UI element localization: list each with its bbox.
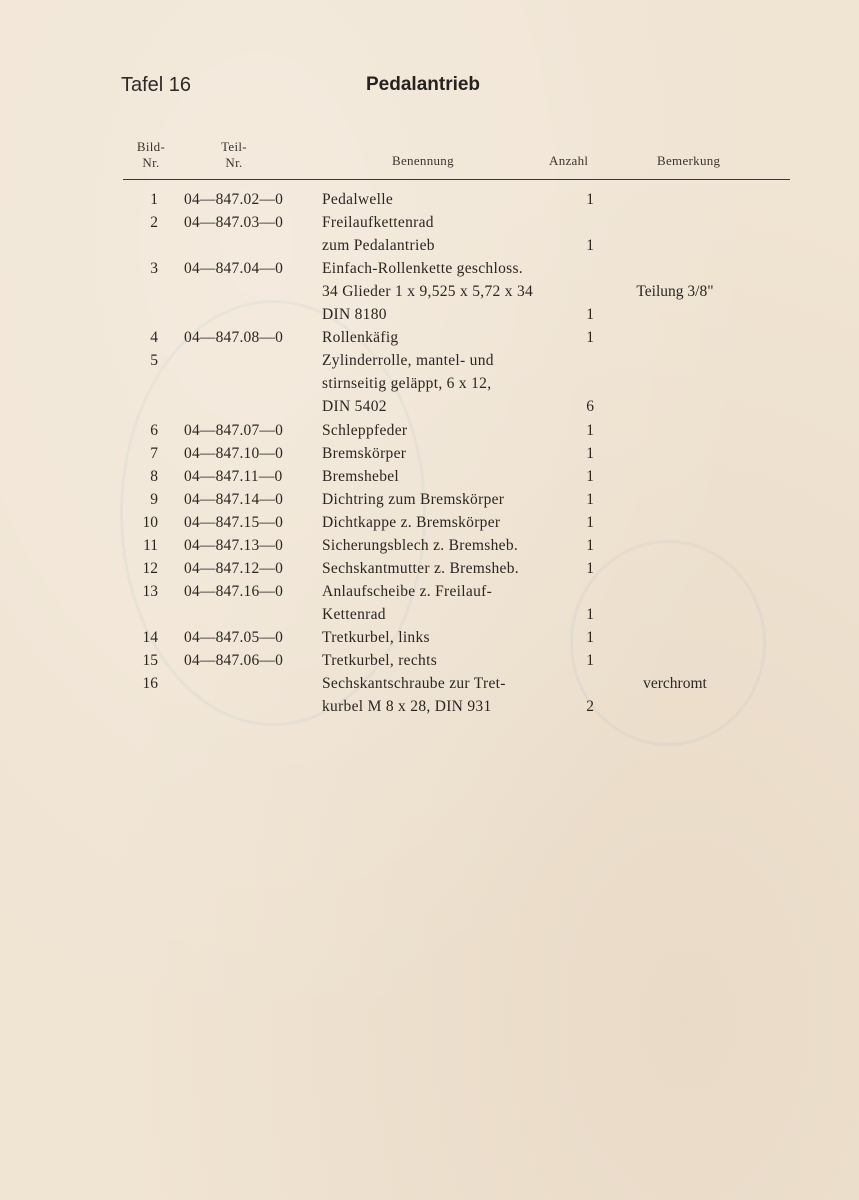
- cell-teil-nr: 04—847.04—0: [184, 260, 284, 278]
- table-row: [0, 672, 859, 695]
- cell-anzahl: 1: [586, 467, 594, 485]
- cell-anzahl: 1: [586, 536, 594, 554]
- cell-benennung: Kettenrad: [322, 605, 386, 623]
- cell-bild-nr: 5: [150, 352, 158, 370]
- table-row: [0, 649, 859, 672]
- table-row: [0, 580, 859, 603]
- cell-teil-nr: 04—847.10—0: [184, 444, 284, 462]
- cell-anzahl: 2: [586, 698, 594, 716]
- cell-bild-nr: 12: [142, 559, 158, 577]
- cell-bild-nr: 2: [150, 214, 158, 232]
- cell-teil-nr: 04—847.02—0: [184, 191, 284, 208]
- cell-bild-nr: 1: [150, 191, 158, 208]
- cell-benennung: Dichtkappe z. Bremskörper: [322, 513, 501, 531]
- page-title: Pedalantrieb: [366, 74, 481, 95]
- cell-anzahl: 6: [586, 398, 594, 416]
- column-header-teil-line2: Nr.: [225, 155, 243, 170]
- cell-teil-nr: 04—847.12—0: [184, 559, 284, 577]
- table-row: [0, 280, 859, 303]
- table-row: [0, 326, 859, 349]
- cell-teil-nr: 04—847.14—0: [184, 490, 284, 508]
- cell-teil-nr: 04—847.13—0: [184, 536, 284, 554]
- cell-teil-nr: 04—847.03—0: [184, 214, 284, 232]
- cell-benennung: Zylinderrolle, mantel- und: [322, 352, 494, 370]
- cell-benennung: DIN 5402: [322, 398, 387, 416]
- cell-anzahl: 1: [586, 628, 594, 646]
- column-header-bemerkung: Bemerkung: [657, 153, 721, 168]
- cell-bild-nr: 11: [143, 536, 158, 554]
- cell-bild-nr: 10: [142, 513, 158, 531]
- cell-benennung: Bremskörper: [322, 444, 407, 462]
- column-header-teil-line1: Teil-: [221, 139, 247, 154]
- column-header-bild-line1: Bild-: [136, 139, 166, 154]
- column-header-bild: [131, 139, 171, 171]
- cell-benennung: 34 Glieder 1 x 9,525 x 5,72 x 34: [322, 283, 534, 301]
- column-header-benennung: Benennung: [392, 153, 454, 168]
- cell-teil-nr: 04—847.07—0: [184, 421, 284, 439]
- header-divider: [123, 179, 790, 180]
- cell-benennung: stirnseitig geläppt, 6 x 12,: [322, 375, 492, 393]
- column-header-bild-line2: Nr.: [142, 155, 160, 170]
- table-row: [0, 188, 859, 211]
- cell-anzahl: 1: [586, 513, 594, 531]
- cell-benennung: Sechskantmutter z. Bremsheb.: [322, 559, 519, 577]
- cell-anzahl: 1: [586, 237, 594, 255]
- table-row: [0, 257, 859, 280]
- cell-bild-nr: 4: [150, 329, 158, 347]
- table-row: [0, 603, 859, 626]
- cell-benennung: Schleppfeder: [322, 421, 408, 439]
- cell-teil-nr: 04—847.15—0: [184, 513, 284, 531]
- cell-benennung: kurbel M 8 x 28, DIN 931: [322, 698, 492, 716]
- table-row: [0, 442, 859, 465]
- cell-bild-nr: 6: [150, 421, 158, 439]
- cell-benennung: Tretkurbel, rechts: [322, 652, 438, 669]
- cell-bild-nr: 9: [150, 490, 158, 508]
- cell-bemerkung: verchromt: [643, 675, 707, 693]
- table-row: [0, 511, 859, 534]
- cell-bild-nr: 15: [142, 652, 158, 669]
- cell-benennung: Sicherungsblech z. Bremsheb.: [322, 536, 519, 554]
- cell-anzahl: 1: [586, 652, 594, 669]
- cell-benennung: Anlaufscheibe z. Freilauf-: [322, 582, 493, 600]
- cell-anzahl: 1: [586, 421, 594, 439]
- table-row: [0, 349, 859, 372]
- cell-anzahl: 1: [586, 605, 594, 623]
- cell-bild-nr: 8: [150, 467, 158, 485]
- table-row: [0, 465, 859, 488]
- cell-anzahl: 1: [586, 329, 594, 347]
- cell-teil-nr: 04—847.11—0: [184, 467, 283, 485]
- table-row: [0, 626, 859, 649]
- cell-bild-nr: 14: [142, 628, 158, 646]
- cell-benennung: zum Pedalantrieb: [322, 237, 435, 255]
- cell-benennung: Pedalwelle: [322, 191, 394, 208]
- plate-number: Tafel 16: [121, 74, 192, 96]
- table-row: [0, 372, 859, 395]
- cell-anzahl: 1: [586, 444, 594, 462]
- table-row: [0, 419, 859, 442]
- cell-benennung: DIN 8180: [322, 306, 387, 324]
- column-header-teil: [214, 139, 254, 171]
- cell-teil-nr: 04—847.05—0: [184, 628, 284, 646]
- cell-bild-nr: 7: [150, 444, 158, 462]
- cell-bild-nr: 3: [150, 260, 158, 278]
- cell-bild-nr: 13: [142, 582, 158, 600]
- cell-teil-nr: 04—847.16—0: [184, 582, 284, 600]
- cell-teil-nr: 04—847.08—0: [184, 329, 284, 347]
- cell-benennung: Bremshebel: [322, 467, 400, 485]
- cell-benennung: Tretkurbel, links: [322, 628, 430, 646]
- table-row: [0, 488, 859, 511]
- table-row: [0, 395, 859, 418]
- table-row: [0, 695, 859, 718]
- table-row: [0, 557, 859, 580]
- cell-teil-nr: 04—847.06—0: [184, 652, 284, 669]
- table-row: [0, 534, 859, 557]
- cell-anzahl: 1: [586, 306, 594, 324]
- table-row: [0, 303, 859, 326]
- cell-benennung: Dichtring zum Bremskörper: [322, 490, 505, 508]
- cell-benennung: Sechskantschraube zur Tret-: [322, 675, 506, 693]
- cell-anzahl: 1: [586, 191, 594, 208]
- cell-benennung: Rollenkäfig: [322, 329, 399, 347]
- cell-bild-nr: 16: [142, 675, 158, 693]
- cell-anzahl: 1: [586, 559, 594, 577]
- cell-benennung: Einfach-Rollenkette geschloss.: [322, 260, 523, 278]
- cell-benennung: Freilaufkettenrad: [322, 214, 434, 232]
- table-row: [0, 211, 859, 234]
- cell-anzahl: 1: [586, 490, 594, 508]
- column-header-anzahl: Anzahl: [549, 153, 589, 168]
- cell-bemerkung: Teilung 3/8": [636, 283, 714, 301]
- table-row: [0, 234, 859, 257]
